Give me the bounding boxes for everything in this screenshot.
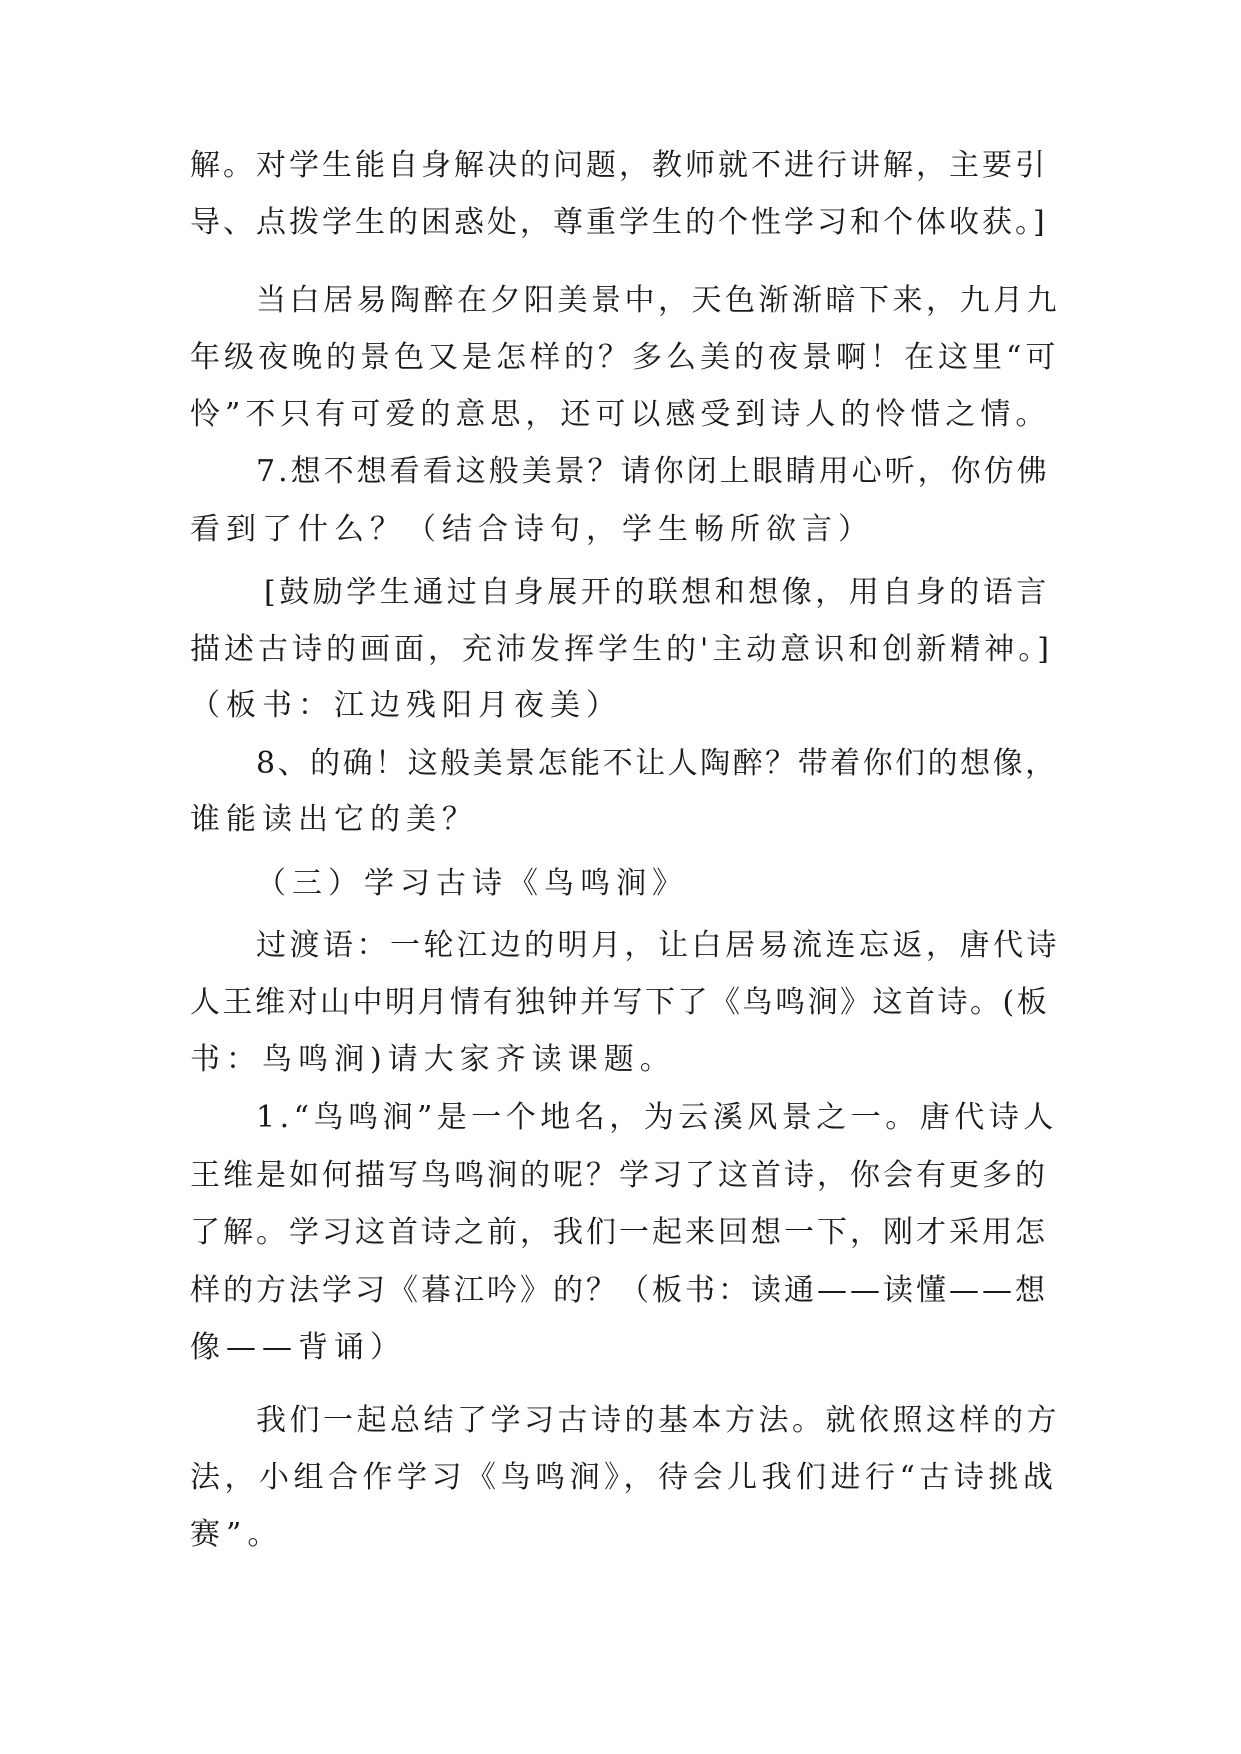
text-line: 8、的确！这般美景怎能不让人陶醉？带着你们的想像， [256,746,1058,781]
text-line: 看到了什么？（结合诗句，学生畅所欲言） [190,512,874,547]
text-line: 解。对学生能自身解决的问题，教师就不进行讲解，主要引 [190,148,1048,183]
text-line: 赛”。 [190,1517,284,1552]
text-line: 书：鸟鸣涧)请大家齐读课题。 [190,1042,676,1077]
text-line: 7.想不想看看这般美景？请你闭上眼睛用心听，你仿佛 [256,454,1050,489]
text-line: 年级夜晚的景色又是怎样的？多么美的夜景啊！在这里“可 [190,340,1060,375]
text-line: 1.“鸟鸣涧”是一个地名，为云溪风景之一。唐代诗人 [256,1100,1058,1135]
text-line: 法，小组合作学习《鸟鸣涧》，待会儿我们进行“古诗挑战 [190,1460,1058,1495]
text-line: 我们一起总结了学习古诗的基本方法。就依照这样的方 [256,1403,1060,1438]
text-line: 像——背诵） [190,1330,406,1365]
text-line: 怜”不只有可爱的意思，还可以感受到诗人的怜惜之情。 [190,397,1051,432]
text-line: 了解。学习这首诗之前，我们一起来回想一下，刚才采用怎 [190,1215,1048,1250]
text-line: （三）学习古诗《鸟鸣涧》 [256,866,688,901]
text-line: 谁能读出它的美？ [190,802,478,837]
text-line: 导、点拨学生的困惑处，尊重学生的个性学习和个体收获。] [190,205,1048,240]
text-line: 王维是如何描写鸟鸣涧的呢？学习了这首诗，你会有更多的 [190,1158,1048,1193]
text-line: [鼓励学生通过自身展开的联想和想像，用自身的语言 [264,575,1050,610]
text-line: 描述古诗的画面，充沛发挥学生的'主动意识和创新精神。] [190,632,1053,667]
text-line: （板书：江边残阳月夜美） [190,688,622,723]
text-line: 当白居易陶醉在夕阳美景中，天色渐渐暗下来，九月九 [256,283,1060,318]
text-line: 样的方法学习《暮江吟》的？（板书：读通——读懂——想 [190,1273,1048,1308]
text-line: 过渡语：一轮江边的明月，让白居易流连忘返，唐代诗 [256,928,1060,963]
text-line: 人王维对山中明月情有独钟并写下了《鸟鸣涧》这首诗。(板 [190,985,1050,1020]
